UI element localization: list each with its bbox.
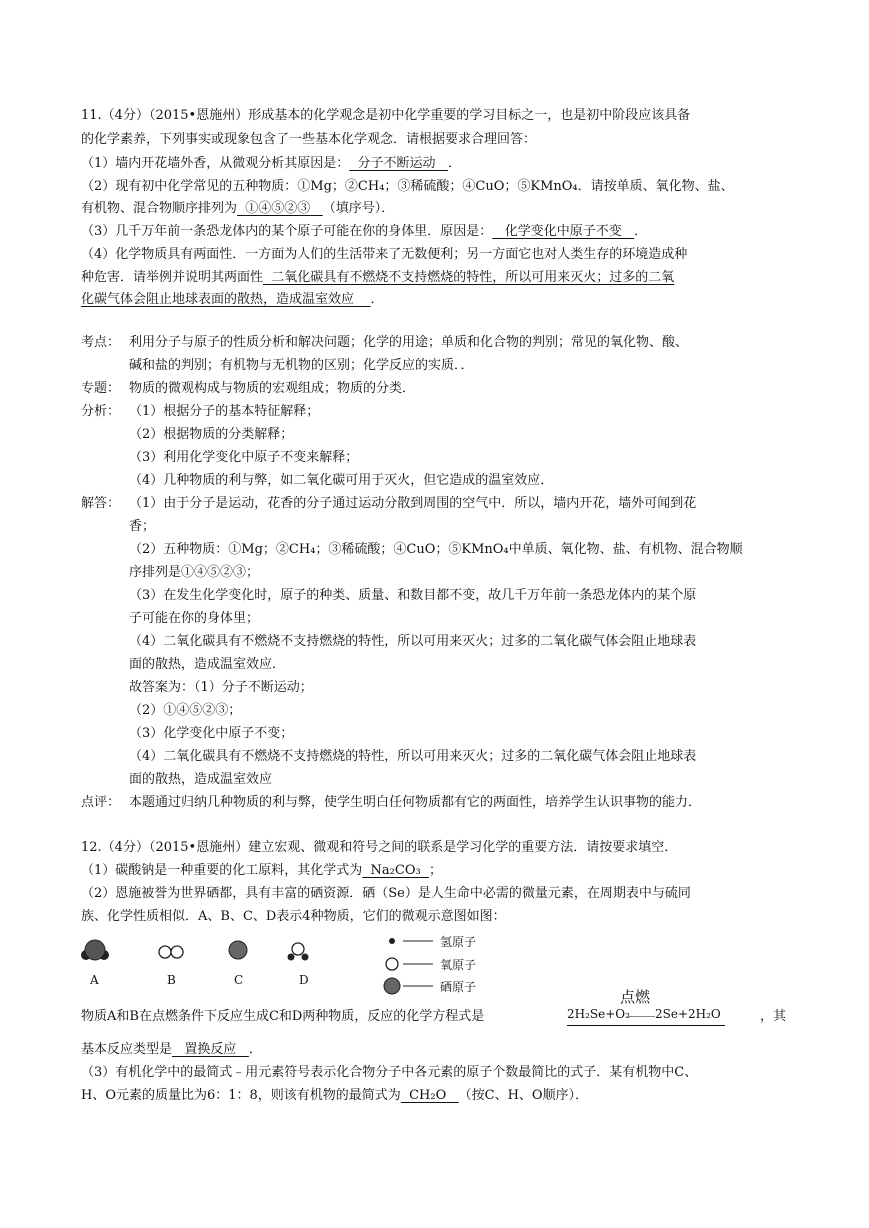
equation-right: 2Se+2H₂O <box>655 1007 721 1021</box>
molecule-figure <box>78 936 498 996</box>
q12-part2-line1: （2）恩施被誉为世界硒都，具有丰富的硒资源．硒（Se）是人生命中必需的微量元素，在周期表中与硫同 <box>81 886 691 901</box>
q11-part3-answer: 化学变化中原子不变 <box>504 224 622 239</box>
fenxi-line: （2）根据物质的分类解释； <box>129 427 294 442</box>
molecule-diagram <box>78 936 498 996</box>
dianping-label: 点评： <box>81 795 121 810</box>
jieda-line: （4）二氧化碳具有不燃烧不支持燃烧的特性，所以可用来灭火；过多的二氧化碳气体会阻止地球表 <box>129 749 697 764</box>
zhuanti-text: 物质的微观构成与物质的宏观组成；物质的分类． <box>129 381 416 396</box>
q12-part1: （1）碳酸钠是一种重要的化工原料，其化学式为 Na₂CO₃ ； <box>81 863 442 878</box>
jieda-line: （3）在发生化学变化时，原子的种类、质量、和数目都不变，故几千万年前一条恐龙体内的某个原 <box>129 588 697 603</box>
fenxi-label: 分析： <box>81 404 121 419</box>
jieda-line: 香； <box>129 519 156 534</box>
kaodian-line2: 碱和盐的判别；有机物与无机物的区别；化学反应的实质．． <box>129 358 474 373</box>
legend-hydrogen: 氢原子 <box>440 935 477 949</box>
q11-part4-line3: 化碳气体会阻止地球表面的散热，造成温室效应 ． <box>81 292 384 307</box>
q11-part2-line1: （2）现有初中化学常见的五种物质：①Mg；②CH₄；③稀硫酸；④CuO；⑤KMnO₄．请按单质、氧化物、盐、 <box>81 179 734 194</box>
kaodian-label: 考点： <box>81 335 121 350</box>
q12-part3-line2: H、O元素的质量比为6：1：8，则该有机物的最简式为 CH₂O （按C、H、O顺序）． <box>81 1088 589 1103</box>
q12-reaction-line: 物质A和B在点燃条件下反应生成C和D两种物质，反应的化学方程式是 <box>81 1009 485 1024</box>
label-a: A <box>90 973 99 987</box>
jieda-line: 子可能在你的身体里； <box>129 611 260 626</box>
q12-reaction-type-answer: 置换反应 <box>184 1042 237 1057</box>
q11-part2-answer: ①④⑤②③ <box>245 201 311 216</box>
q12-part1-answer: Na₂CO₃ <box>370 863 421 878</box>
legend <box>384 938 433 994</box>
jieda-line: 面的散热，造成温室效应． <box>129 657 286 672</box>
legend-selenium: 硒原子 <box>440 980 477 994</box>
equation-condition: 点燃 <box>620 988 651 1006</box>
q12-part2-line2: 族、化学性质相似．A、B、C、D表示4种物质，它们的微观示意图如图： <box>81 909 506 924</box>
q12-part3-answer: CH₂O <box>409 1088 447 1103</box>
equation-arrow <box>627 1016 655 1017</box>
q11-stem-line2: 的化学素养，下列事实或现象包含了一些基本化学观念．请根据要求合理回答： <box>81 132 537 147</box>
q11-part1: （1）墙内开花墙外香，从微观分析其原因是： 分子不断运动 ． <box>81 156 461 171</box>
q12-stem: 12.（4分）（2015•恩施州）建立宏观、微观和符号之间的联系是学习化学的重要方法．请按要求填空． <box>81 840 678 855</box>
kaodian-line1: 利用分子与原子的性质分析和解决问题；化学的用途；单质和化合物的判别；常见的氧化物、酸、 <box>129 335 689 350</box>
equation-left: 2H₂Se+O₂ <box>567 1007 630 1021</box>
fenxi-line: （1）根据分子的基本特征解释； <box>129 404 320 419</box>
jieda-line: 故答案为：（1）分子不断运动； <box>129 680 313 695</box>
q12-reaction-type: 基本反应类型是 置换反应 ． <box>81 1042 262 1057</box>
jieda-line: 序排列是①④⑤②③； <box>129 565 260 580</box>
jieda-label: 解答： <box>81 496 121 511</box>
q11-stem-line1: 11.（4分）（2015•恩施州）形成基本的化学观念是初中化学重要的学习目标之一，也是初中阶段应该具备 <box>81 108 691 123</box>
equation-underline <box>567 1025 725 1026</box>
jieda-line: （2）五种物质：①Mg；②CH₄；③稀硫酸；④CuO；⑤KMnO₄中单质、氧化物、盐、有机物、混合物顺 <box>129 542 743 557</box>
q11-part4-line1: （4）化学物质具有两面性．一方面为人们的生活带来了无数便利；另一方面它也对人类生存的环境造成种 <box>81 247 688 262</box>
q11-part2-line2: 有机物、混合物顺序排列为 ①④⑤②③ （填序号）． <box>81 201 395 216</box>
q11-part1-answer: 分子不断运动 <box>357 156 436 171</box>
q12-reaction-tail: ，其 <box>760 1009 787 1024</box>
zhuanti-label: 专题： <box>81 381 121 396</box>
label-c: C <box>234 973 244 987</box>
q12-part3-line1: （3）有机化学中的最简式﹣用元素符号表示化合物分子中各元素的原子个数最简比的式子．某有机物中C、 <box>81 1065 698 1080</box>
q11-part1-text: （1）墙内开花墙外香，从微观分析其原因是： <box>81 156 350 171</box>
jieda-line: （1）由于分子是运动，花香的分子通过运动分散到周围的空气中．所以，墙内开花，墙外可闻到花 <box>129 496 697 511</box>
molecule-d <box>288 943 309 961</box>
jieda-line: （2）①④⑤②③； <box>129 703 242 718</box>
label-d: D <box>299 973 309 987</box>
jieda-line: （3）化学变化中原子不变； <box>129 726 294 741</box>
fenxi-line: （3）利用化学变化中原子不变来解释； <box>129 450 359 465</box>
molecule-a <box>81 940 109 960</box>
fenxi-line: （4）几种物质的利与弊，如二氧化碳可用于灭火，但它造成的温室效应． <box>129 473 554 488</box>
legend-oxygen: 氧原子 <box>440 958 477 972</box>
molecule-c <box>229 941 247 959</box>
q11-part4-line2: 种危害．请举例并说明其两面性 二氧化碳具有不燃烧不支持燃烧的特性，所以可用来灭火；过多的二氧 <box>81 270 675 285</box>
jieda-line: （4）二氧化碳具有不燃烧不支持燃烧的特性，所以可用来灭火；过多的二氧化碳气体会阻止地球表 <box>129 634 697 649</box>
jieda-line: 面的散热，造成温室效应 <box>129 772 273 787</box>
dianping-text: 本题通过归纳几种物质的利与弊，使学生明白任何物质都有它的两面性，培养学生认识事物的能力． <box>129 795 702 810</box>
q11-part3: （3）几千万年前一条恐龙体内的某个原子可能在你的身体里．原因是： 化学变化中原子不变 ． <box>81 224 648 239</box>
molecule-b <box>159 946 183 958</box>
label-b: B <box>167 973 176 987</box>
chemical-equation <box>567 988 721 1030</box>
q11-part4-answer: 二氧化碳具有不燃烧不支持燃烧的特性，所以可用来灭火；过多的二氧 <box>271 270 675 285</box>
